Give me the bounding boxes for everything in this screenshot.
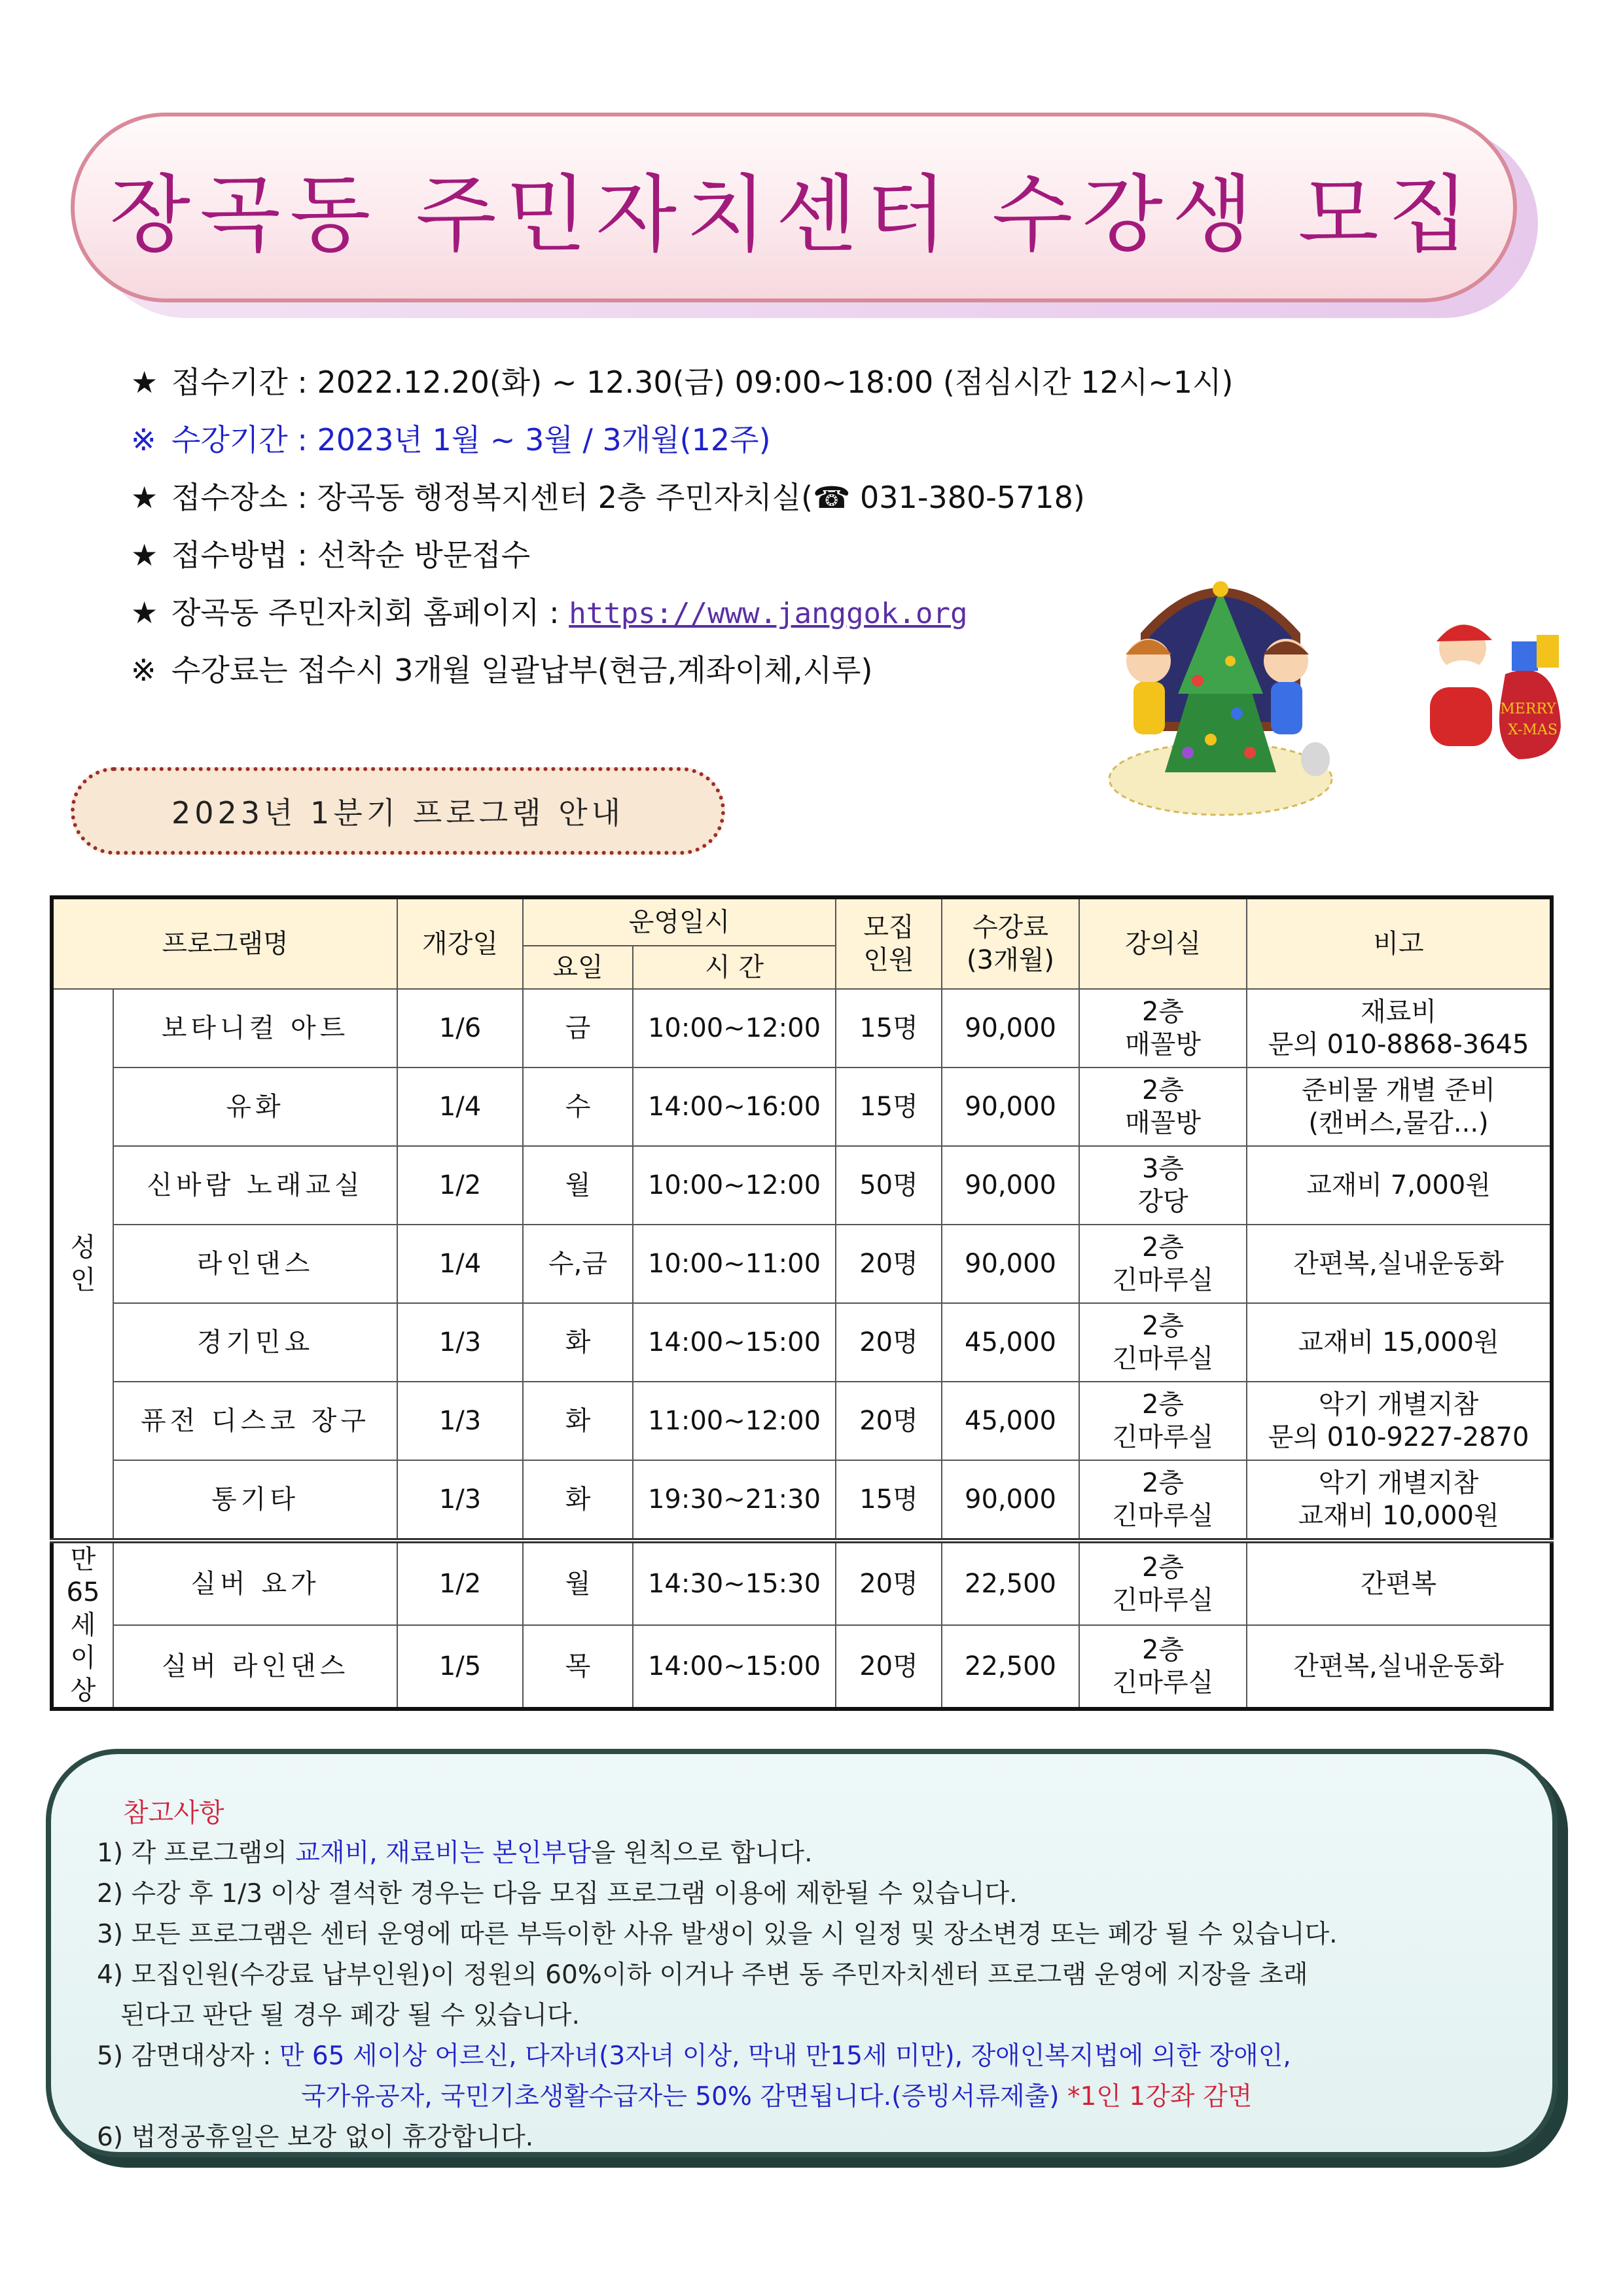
cell-start: 1/2 (397, 1541, 523, 1625)
cell-name: 경기민요 (113, 1303, 397, 1382)
table-row (52, 1541, 1552, 1625)
cell-note: 교재비 7,000원 (1247, 1146, 1552, 1225)
header-schedule: 운영일시 (523, 897, 836, 946)
cell-day: 금 (523, 989, 633, 1067)
cell-fee: 45,000 (942, 1382, 1079, 1460)
cell-room: 2층 긴마루실 (1079, 1460, 1247, 1541)
cell-note: 간편복,실내운동화 (1247, 1225, 1552, 1303)
cell-day: 목 (523, 1625, 633, 1709)
cell-name: 통기타 (113, 1460, 397, 1541)
cell-fee: 90,000 (942, 1146, 1079, 1225)
cell-capacity: 15명 (836, 1067, 942, 1146)
svg-text:MERRY: MERRY (1500, 701, 1556, 717)
svg-text:X-MAS: X-MAS (1508, 722, 1558, 738)
cell-name: 실버 요가 (113, 1541, 397, 1625)
cell-room: 2층 매꼴방 (1079, 1067, 1247, 1146)
cell-time: 10:00~12:00 (633, 989, 836, 1067)
header-day: 요일 (523, 946, 633, 989)
table-row (52, 1303, 1552, 1382)
notes-box (46, 1749, 1558, 2157)
cell-note: 준비물 개별 준비 (캔버스,물감...) (1247, 1067, 1552, 1146)
cell-fee: 90,000 (942, 1067, 1079, 1146)
cell-time: 11:00~12:00 (633, 1382, 836, 1460)
section-badge (71, 767, 725, 855)
cell-day: 화 (523, 1460, 633, 1541)
table-row (52, 989, 1552, 1067)
cell-start: 1/3 (397, 1460, 523, 1541)
cell-day: 수 (523, 1067, 633, 1146)
note-item-4: 4) 모집인원(수강료 납부인원)이 정원의 60%이하 이거나 주변 동 주민자치센터 프로그램 운영에 지장을 초래 (97, 1960, 1308, 1990)
title-banner (71, 113, 1517, 302)
cell-fee: 90,000 (942, 1225, 1079, 1303)
cell-fee: 22,500 (942, 1625, 1079, 1709)
cell-capacity: 20명 (836, 1625, 942, 1709)
cell-note: 재료비 문의 010-8868-3645 (1247, 989, 1552, 1067)
group-label: 성 인 (52, 989, 113, 1541)
star-icon: ★ (131, 480, 158, 515)
cell-capacity: 20명 (836, 1541, 942, 1625)
cell-room: 2층 긴마루실 (1079, 1303, 1247, 1382)
header-program: 프로그램명 (52, 897, 397, 989)
cell-room: 2층 긴마루실 (1079, 1541, 1247, 1625)
reference-mark-icon: ※ (131, 653, 156, 688)
info-line-reception-period: ★ 접수기간 : 2022.12.20(화) ~ 12.30(금) 09:00~18:00 (점심시간 12시~1시) (131, 365, 1234, 400)
cell-fee: 90,000 (942, 1460, 1079, 1541)
header-time: 시 간 (633, 946, 836, 989)
note-item-2: 2) 수강 후 1/3 이상 결석한 경우는 다음 모집 프로그램 이용에 제한될 수 있습니다. (97, 1879, 1018, 1909)
cell-room: 2층 긴마루실 (1079, 1625, 1247, 1709)
cell-time: 19:30~21:30 (633, 1460, 836, 1541)
group-label: 만 65 세 이 상 (52, 1541, 113, 1709)
cell-fee: 45,000 (942, 1303, 1079, 1382)
cell-start: 1/4 (397, 1225, 523, 1303)
header-fee: 수강료 (3개월) (942, 897, 1079, 989)
cell-name: 퓨전 디스코 장구 (113, 1382, 397, 1460)
cell-note: 간편복,실내운동화 (1247, 1625, 1552, 1709)
table-row (52, 1067, 1552, 1146)
note-item-4-continued: 된다고 판단 될 경우 폐강 될 수 있습니다. (120, 2001, 580, 2030)
cell-day: 화 (523, 1303, 633, 1382)
table-row (52, 1146, 1552, 1225)
note-item-6: 6) 법정공휴일은 보강 없이 휴강합니다. (97, 2123, 534, 2152)
homepage-link[interactable]: https://www.janggok.org (569, 597, 968, 630)
cell-room: 3층 강당 (1079, 1146, 1247, 1225)
cell-note: 악기 개별지참 교재비 10,000원 (1247, 1460, 1552, 1541)
cell-start: 1/4 (397, 1067, 523, 1146)
info-line-homepage: ★ 장곡동 주민자치회 홈페이지 : https://www.janggok.org (131, 595, 968, 630)
table-row (52, 1225, 1552, 1303)
note-item-5-continued: 국가유공자, 국민기초생활수급자는 50% 감면됩니다.(증빙서류제출) *1인 1강좌 감면 (301, 2082, 1253, 2111)
cell-name: 보타니컬 아트 (113, 989, 397, 1067)
cell-fee: 22,500 (942, 1541, 1079, 1625)
cell-capacity: 15명 (836, 989, 942, 1067)
section-title: 2023년 1분기 프로그램 안내 (171, 795, 625, 831)
info-line-reception-place: ★ 접수장소 : 장곡동 행정복지센터 2층 주민자치실(☎ 031-380-5718) (131, 480, 1085, 515)
cell-capacity: 20명 (836, 1303, 942, 1382)
table-row (52, 1382, 1552, 1460)
cell-name: 신바람 노래교실 (113, 1146, 397, 1225)
cell-start: 1/5 (397, 1625, 523, 1709)
cell-capacity: 20명 (836, 1382, 942, 1460)
cell-start: 1/6 (397, 989, 523, 1067)
note-item-5: 5) 감면대상자 : 만 65 세이상 어르신, 다자녀(3자녀 이상, 막내 만15세 미만), 장애인복지법에 의한 장애인, (97, 2041, 1291, 2071)
table-row (52, 1460, 1552, 1541)
cell-start: 1/3 (397, 1303, 523, 1382)
cell-fee: 90,000 (942, 989, 1079, 1067)
note-item-3: 3) 모든 프로그램은 센터 운영에 따른 부득이한 사유 발생이 있을 시 일정 및 장소변경 또는 폐강 될 수 있습니다. (97, 1920, 1338, 1949)
cell-day: 월 (523, 1146, 633, 1225)
cell-capacity: 50명 (836, 1146, 942, 1225)
cell-start: 1/3 (397, 1382, 523, 1460)
info-line-fee-payment: ※ 수강료는 접수시 3개월 일괄납부(현금,계좌이체,시루) (131, 653, 873, 688)
program-table (50, 895, 1554, 1711)
cell-time: 10:00~11:00 (633, 1225, 836, 1303)
cell-day: 화 (523, 1382, 633, 1460)
cell-time: 10:00~12:00 (633, 1146, 836, 1225)
cell-time: 14:00~15:00 (633, 1303, 836, 1382)
cell-room: 2층 긴마루실 (1079, 1382, 1247, 1460)
star-icon: ★ (131, 365, 158, 400)
cell-room: 2층 긴마루실 (1079, 1225, 1247, 1303)
star-icon: ★ (131, 595, 158, 630)
header-start-date: 개강일 (397, 897, 523, 989)
note-item-1: 1) 각 프로그램의 교재비, 재료비는 본인부담을 원칙으로 합니다. (97, 1839, 813, 1868)
table-row (52, 1625, 1552, 1709)
header-capacity: 모집 인원 (836, 897, 942, 989)
cell-name: 유화 (113, 1067, 397, 1146)
info-line-reception-method: ★ 접수방법 : 선착순 방문접수 (131, 537, 531, 573)
cell-note: 악기 개별지참 문의 010-9227-2870 (1247, 1382, 1552, 1460)
cell-room: 2층 매꼴방 (1079, 989, 1247, 1067)
cell-day: 월 (523, 1541, 633, 1625)
reference-mark-icon: ※ (131, 422, 156, 457)
christmas-kids-tree-santa-icon (1099, 563, 1571, 825)
header-room: 강의실 (1079, 897, 1247, 989)
info-line-course-period: ※ 수강기간 : 2023년 1월 ~ 3월 / 3개월(12주) (131, 422, 771, 457)
header-note: 비고 (1247, 897, 1552, 989)
cell-time: 14:30~15:30 (633, 1541, 836, 1625)
cell-start: 1/2 (397, 1146, 523, 1225)
star-icon: ★ (131, 537, 158, 573)
cell-note: 교재비 15,000원 (1247, 1303, 1552, 1382)
cell-note: 간편복 (1247, 1541, 1552, 1625)
cell-capacity: 15명 (836, 1460, 942, 1541)
cell-name: 라인댄스 (113, 1225, 397, 1303)
cell-name: 실버 라인댄스 (113, 1625, 397, 1709)
cell-capacity: 20명 (836, 1225, 942, 1303)
cell-day: 수,금 (523, 1225, 633, 1303)
cell-time: 14:00~15:00 (633, 1625, 836, 1709)
cell-time: 14:00~16:00 (633, 1067, 836, 1146)
notes-heading: 참고사항 (123, 1798, 224, 1828)
page-title: 장곡동 주민자치센터 수강생 모집 (109, 166, 1478, 264)
